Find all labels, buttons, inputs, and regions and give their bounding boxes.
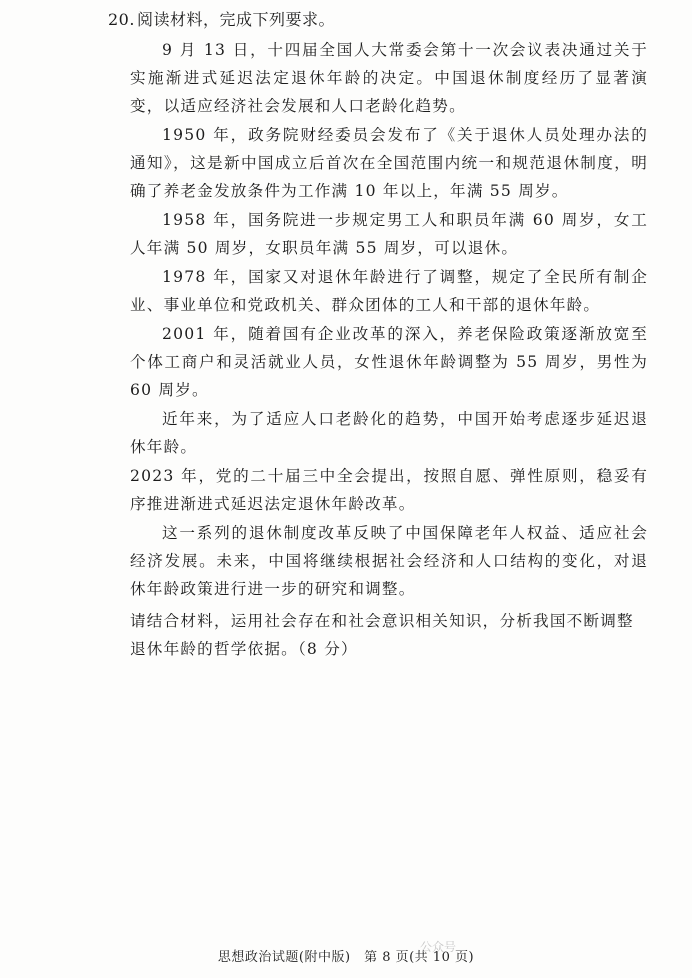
- page-footer: 思想政治试题(附中版) 第 8 页(共 10 页): [217, 950, 475, 965]
- question-instruction: 阅读材料，完成下列要求。: [136, 10, 335, 29]
- material-paragraph: 这一系列的退休制度改革反映了中国保障老年人权益、适应社会经济发展。未来，中国将继续根据社会经济和人口结构的变化，对退休年龄政策进行进一步的研究和调整。: [130, 524, 648, 598]
- watermark: 公众号: [420, 940, 457, 954]
- material-paragraph: 1958 年，国务院进一步规定男工人和职员年满 60 周岁，女工人年满 50 周岁，女职员年满 55 周岁，可以退休。: [130, 211, 648, 257]
- material-paragraph: 9 月 13 日，十四届全国人大常委会第十一次会议表决通过关于实施渐进式延迟法定退休年龄的决定。中国退休制度经历了显著演变，以适应经济社会发展和人口老龄化趋势。: [130, 41, 648, 115]
- material-paragraph: 1950 年，政务院财经委员会发布了《关于退休人员处理办法的通知》，这是新中国成立后首次在全国范围内统一和规范退休制度，明确了养老金发放条件为工作满 10 年以上，年满 55 周岁。: [130, 126, 648, 200]
- reading-material: [108, 36, 648, 603]
- question-20: [108, 8, 648, 663]
- material-paragraph: 2001 年，随着国有企业改革的深入，养老保险政策逐渐放宽至个体工商户和灵活就业人员，女性退休年龄调整为 55 周岁，男性为 60 周岁。: [130, 325, 648, 399]
- question-prompt: 请结合材料，运用社会存在和社会意识相关知识，分析我国不断调整退休年龄的哲学依据。（8 分）: [130, 612, 634, 658]
- material-paragraph: 1978 年，国家又对退休年龄进行了调整，规定了全民所有制企业、事业单位和党政机关、群众团体的工人和干部的退休年龄。: [130, 268, 648, 314]
- question-number: 20.: [108, 10, 135, 29]
- question-title: [108, 8, 648, 32]
- material-paragraph: 2023 年，党的二十届三中全会提出，按照自愿、弹性原则，稳妥有序推进渐进式延迟法定退休年龄改革。: [130, 467, 648, 513]
- material-paragraph: 近年来，为了适应人口老龄化的趋势，中国开始考虑逐步延迟退休年龄。: [130, 410, 648, 456]
